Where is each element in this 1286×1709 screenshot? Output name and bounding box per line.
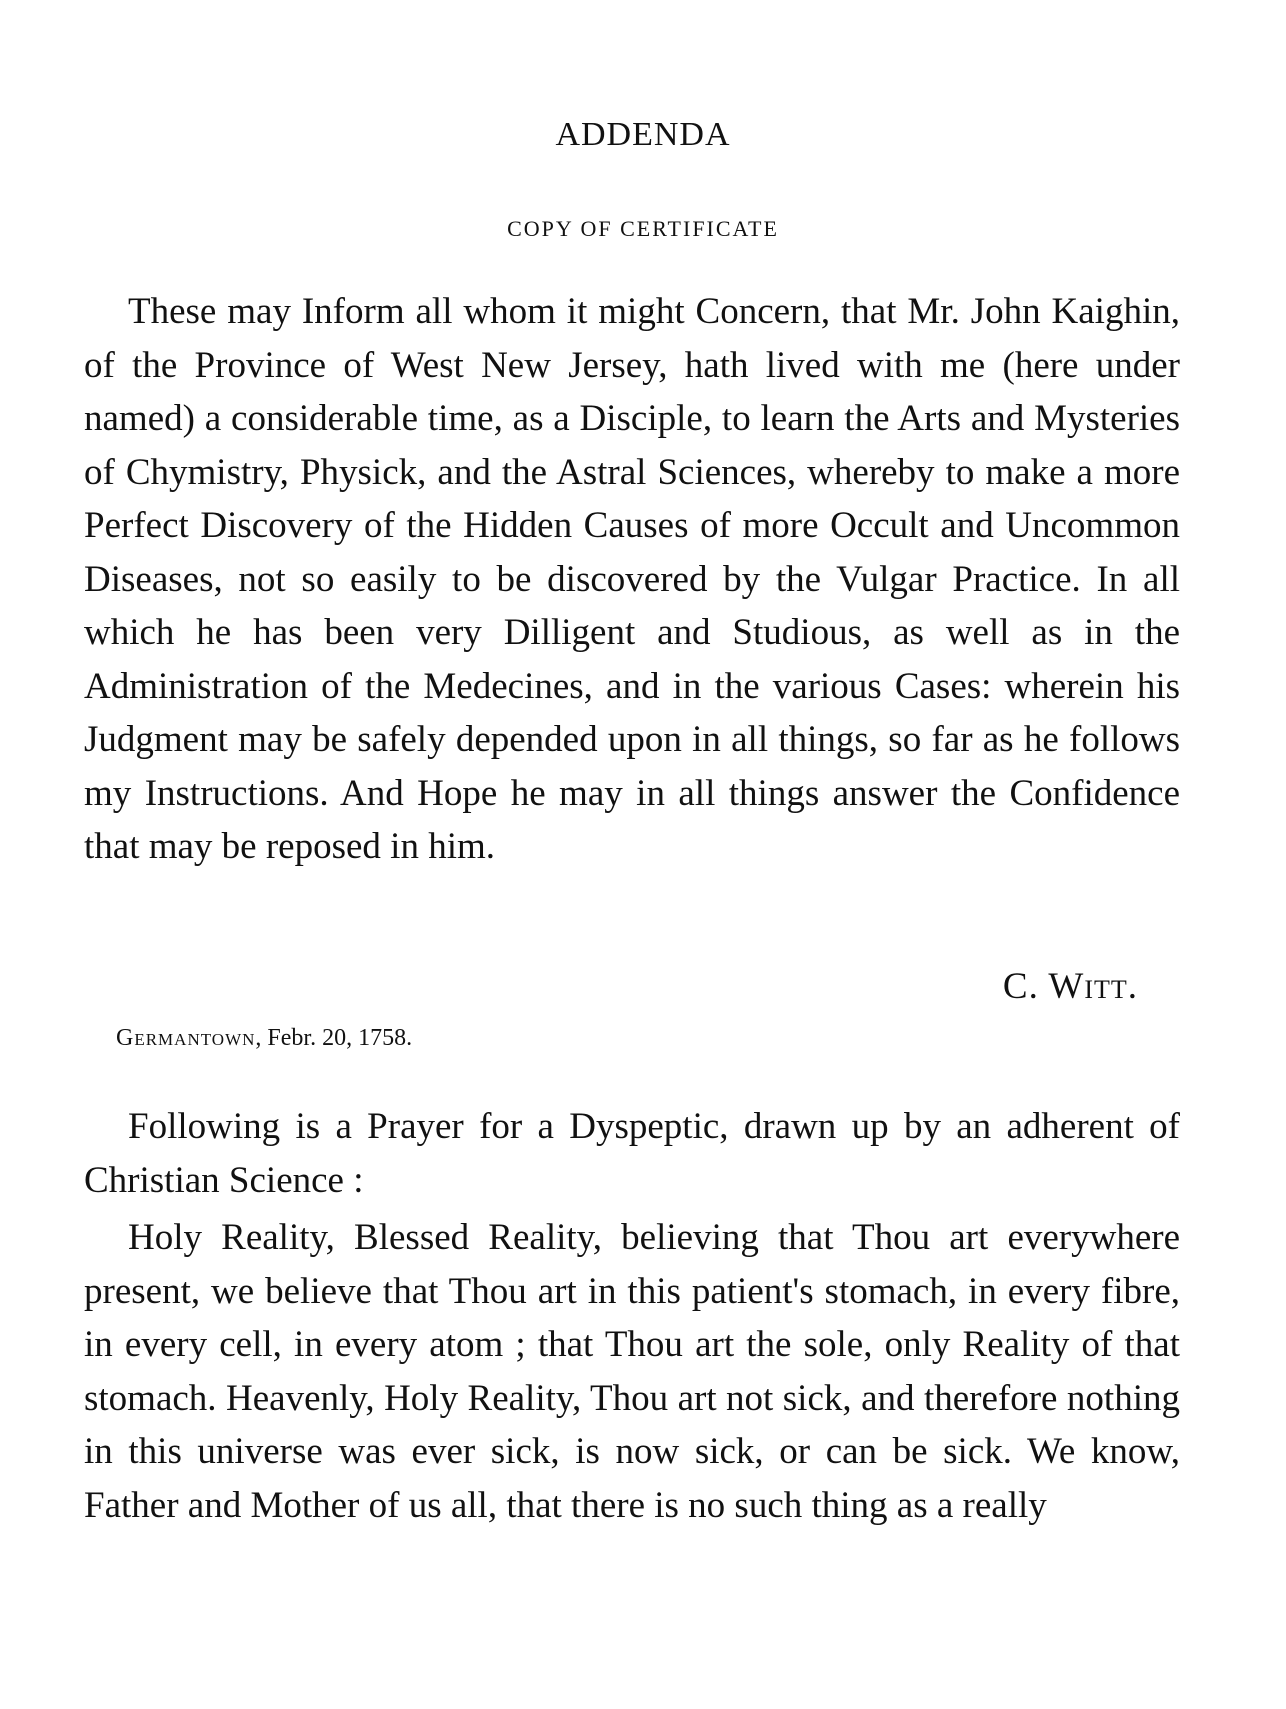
page-heading: ADDENDA xyxy=(555,116,731,153)
certificate-signature: C. Witt. xyxy=(1002,966,1138,1007)
certificate-dateline xyxy=(116,1025,412,1052)
section-subheading: COPY OF CERTIFICATE xyxy=(507,216,779,241)
dateline-place: Germantown xyxy=(116,1025,256,1051)
dateline-date: , Febr. 20, 1758. xyxy=(255,1025,413,1051)
prayer-body-paragraph: Holy Reality, Blessed Reality, believing that Thou art everywhere present, we believe that Thou art in this patient's stomach, in every fibre, in every cell, in every atom ; that Thou art the sole, only Reality of that stomach. Heavenly, Holy Reality, Thou art not sick, and therefore nothing in this universe was ever sick, is now sick, or can be sick. We know, Father and Mother of us all, that there is no such thing as a really xyxy=(84,1217,1180,1526)
prayer-intro-paragraph: Following is a Prayer for a Dyspeptic, drawn up by an adherent of Christian Science : xyxy=(84,1106,1180,1201)
certificate-paragraph: These may Inform all whom it might Concern, that Mr. John Kaighin, of the Province of West New Jersey, hath lived with me (here under named) a considerable time, as a Disciple, to learn the Arts and Mysteries of Chymistry, Physick, and the Astral Sciences, whereby to make a more Perfect Discovery of the Hidden Causes of more Occult and Uncommon Diseases, not so easily to be discovered by the Vulgar Practice. In all which he has been very Dilligent and Studious, as well as in the Administration of the Medecines, and in the various Cases: wherein his Judgment may be safely depended upon in all things, so far as he follows my Instructions. And Hope he may in all things answer the Confidence that may be reposed in him. xyxy=(84,291,1180,867)
